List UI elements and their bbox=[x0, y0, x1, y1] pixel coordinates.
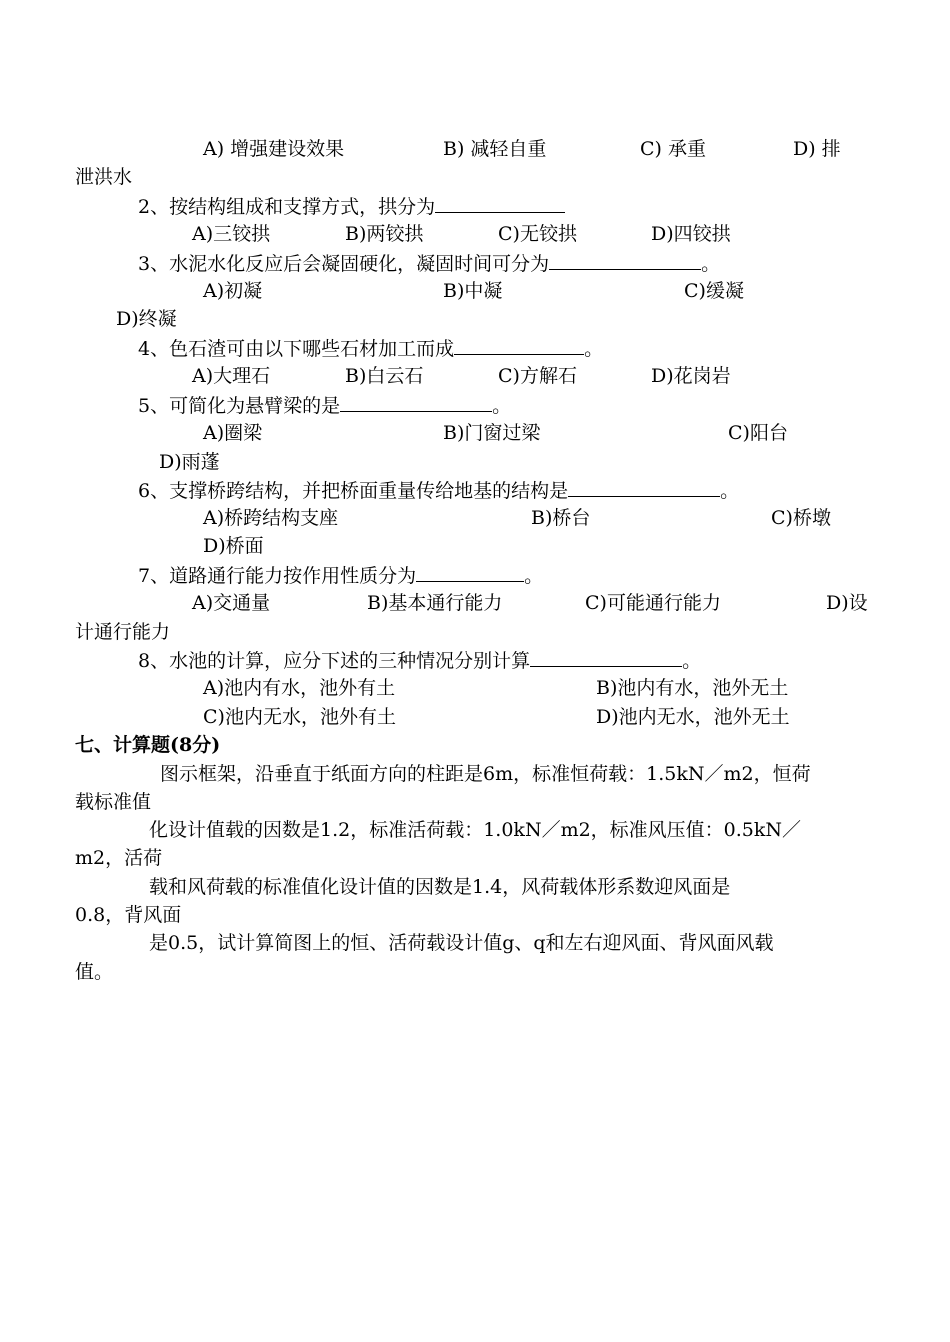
q4-tail: 。 bbox=[584, 338, 604, 360]
q2-option-c: C)无铰拱 bbox=[498, 223, 577, 245]
q4-option-b: B)白云石 bbox=[345, 365, 424, 387]
q8-stem: 8、水池的计算，应分下述的三种情况分别计算 bbox=[138, 650, 531, 672]
q6-option-b: B)桥台 bbox=[531, 507, 591, 529]
q7-answer-blank[interactable] bbox=[416, 563, 524, 582]
calc-text-line: 0.8，背风面 bbox=[75, 904, 182, 926]
q1-option-b: B) 减轻自重 bbox=[443, 138, 547, 160]
q2-option-d: D)四铰拱 bbox=[651, 223, 731, 245]
q5-option-b: B)门窗过梁 bbox=[443, 422, 541, 444]
q4-option-a: A)大理石 bbox=[192, 365, 271, 387]
q3-stem-line bbox=[138, 251, 720, 275]
calc-text-line: 图示框架，沿垂直于纸面方向的柱距是6m，标准恒荷载：1.5kN／m2，恒荷 bbox=[160, 763, 811, 785]
q4-option-d: D)花岗岩 bbox=[651, 365, 731, 387]
q1-option-d: D) 排 bbox=[793, 138, 841, 160]
calc-text-line: 载标准值 bbox=[75, 791, 152, 813]
q4-option-c: C)方解石 bbox=[498, 365, 577, 387]
q3-option-a: A)初凝 bbox=[203, 280, 263, 302]
section-heading: 七、计算题(8分) bbox=[75, 734, 221, 756]
q5-option-a: A)圈梁 bbox=[203, 422, 263, 444]
q5-option-c: C)阳台 bbox=[728, 422, 788, 444]
q6-option-d: D)桥面 bbox=[203, 535, 264, 557]
q8-answer-blank[interactable] bbox=[530, 648, 682, 667]
q1-option-d-continued: 泄洪水 bbox=[75, 166, 133, 188]
calc-text-line: 载和风荷载的标准值化设计值的因数是1.4，风荷载体形系数迎风面是 bbox=[149, 876, 731, 898]
q1-option-a: A) 增强建设效果 bbox=[203, 138, 345, 160]
q8-option-a: A)池内有水，池外有土 bbox=[203, 677, 396, 699]
q7-stem-line bbox=[138, 563, 543, 587]
q7-option-d-continued: 计通行能力 bbox=[75, 621, 171, 643]
q5-tail: 。 bbox=[492, 395, 512, 417]
q7-option-a: A)交通量 bbox=[192, 592, 271, 614]
q2-option-a: A)三铰拱 bbox=[192, 223, 271, 245]
q8-option-b: B)池内有水，池外无土 bbox=[596, 677, 789, 699]
q4-stem: 4、色石渣可由以下哪些石材加工而成 bbox=[138, 338, 455, 360]
q3-option-b: B)中凝 bbox=[443, 280, 503, 302]
q7-option-b: B)基本通行能力 bbox=[367, 592, 503, 614]
q3-stem: 3、水泥水化反应后会凝固硬化，凝固时间可分为 bbox=[138, 253, 550, 275]
q6-option-c: C)桥墩 bbox=[771, 507, 831, 529]
q2-option-b: B)两铰拱 bbox=[345, 223, 424, 245]
q8-tail: 。 bbox=[682, 650, 702, 672]
q6-option-a: A)桥跨结构支座 bbox=[203, 507, 339, 529]
q5-answer-blank[interactable] bbox=[340, 393, 492, 412]
q6-answer-blank[interactable] bbox=[568, 478, 720, 497]
q6-tail: 。 bbox=[720, 480, 740, 502]
q2-stem: 2、按结构组成和支撑方式，拱分为 bbox=[138, 196, 436, 218]
q2-answer-blank[interactable] bbox=[435, 194, 565, 213]
q7-option-d: D)设 bbox=[826, 592, 868, 614]
calc-text-line: 是0.5，试计算简图上的恒、活荷载设计值g、q和左右迎风面、背风面风载 bbox=[149, 932, 774, 954]
q8-option-d: D)池内无水，池外无土 bbox=[596, 706, 790, 728]
q7-stem: 7、道路通行能力按作用性质分为 bbox=[138, 565, 417, 587]
q8-option-c: C)池内无水，池外有土 bbox=[203, 706, 396, 728]
q6-stem-line bbox=[138, 478, 739, 502]
q4-stem-line bbox=[138, 336, 603, 360]
q1-option-c: C) 承重 bbox=[640, 138, 706, 160]
q3-option-d: D)终凝 bbox=[116, 308, 177, 330]
q5-stem: 5、可简化为悬臂梁的是 bbox=[138, 395, 341, 417]
q3-option-c: C)缓凝 bbox=[684, 280, 744, 302]
calc-text-line: 化设计值载的因数是1.2，标准活荷载：1.0kN／m2，标准风压值：0.5kN／ bbox=[149, 819, 802, 841]
q4-answer-blank[interactable] bbox=[454, 336, 584, 355]
q7-option-c: C)可能通行能力 bbox=[585, 592, 721, 614]
q3-tail: 。 bbox=[701, 253, 721, 275]
q5-option-d: D)雨蓬 bbox=[159, 451, 220, 473]
q7-tail: 。 bbox=[524, 565, 544, 587]
q8-stem-line bbox=[138, 648, 701, 672]
q6-stem: 6、支撑桥跨结构，并把桥面重量传给地基的结构是 bbox=[138, 480, 569, 502]
calc-text-line: 值。 bbox=[75, 961, 114, 983]
q3-answer-blank[interactable] bbox=[549, 251, 701, 270]
calc-text-line: m2，活荷 bbox=[75, 847, 163, 869]
q2-stem-line bbox=[138, 194, 565, 218]
q5-stem-line bbox=[138, 393, 511, 417]
